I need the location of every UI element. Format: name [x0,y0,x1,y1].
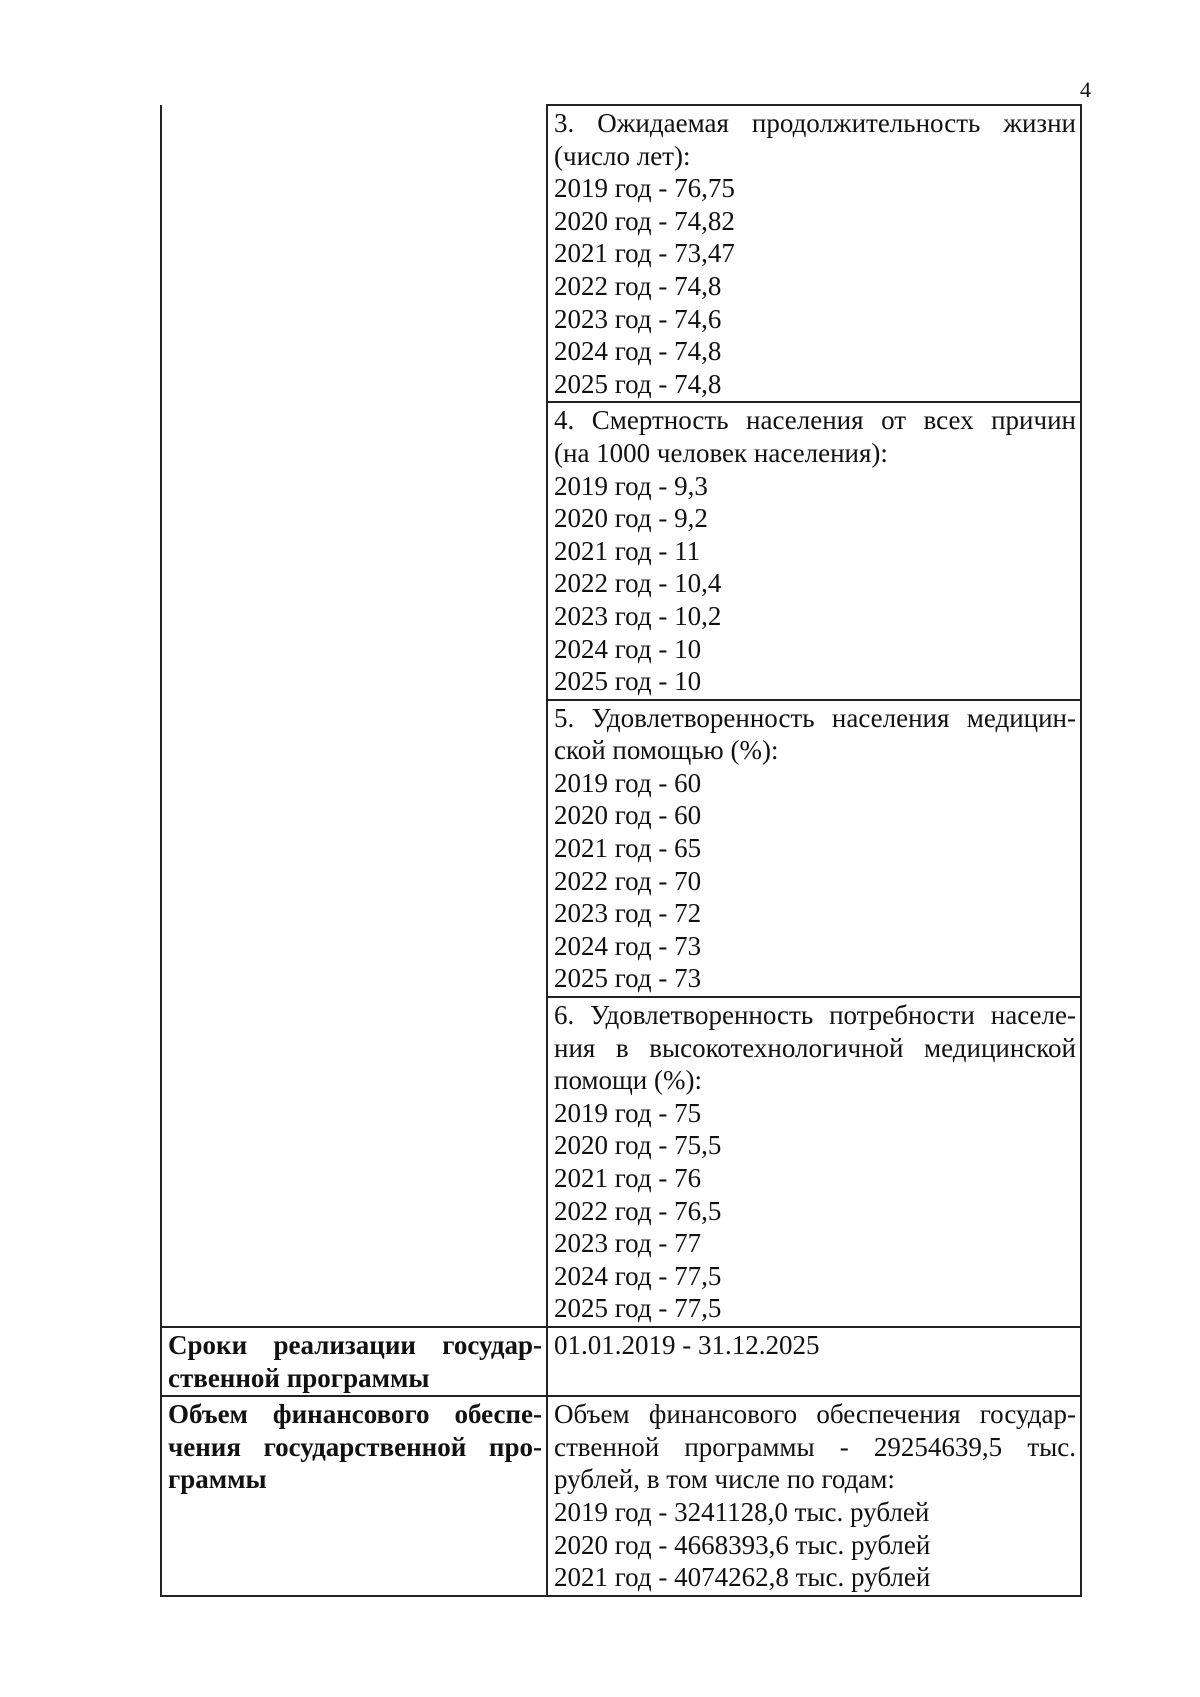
year-value: 2021 год - 65 [554,833,702,864]
period-label-cell [161,1327,547,1396]
period-label: ственной программы [168,1362,430,1393]
table-row [161,1327,1081,1396]
period-label: Сроки реализации государ- [168,1329,542,1360]
table-row [161,1396,1081,1596]
year-value: 2019 год - 9,3 [554,470,708,501]
funding-text: ственной программы - 29254639,5 тыс. [554,1431,1076,1462]
passport-table [160,104,1082,1597]
funding-label: граммы [168,1464,267,1495]
indicator-title: ния в высокотехнологичной медицинской [554,1032,1076,1063]
year-value: 2024 год - 10 [554,633,702,664]
year-value: 2020 год - 74,82 [554,205,735,236]
year-value: 2023 год - 10,2 [554,600,722,631]
indicator-cell-5 [547,700,1081,997]
funding-text: рублей, в том числе по годам: [554,1464,895,1495]
indicator-title-tail: (на 1000 человек населения): [554,437,888,468]
year-value: 2024 год - 73 [554,930,702,961]
year-value: 2022 год - 10,4 [554,568,722,599]
indicator-title: 5. Удовлетворенность населения медицин- [554,702,1076,733]
indicator-title-tail: помощи (%): [554,1065,702,1096]
year-value: 2019 год - 75 [554,1097,702,1128]
funding-year-value: 2021 год - 4074262,8 тыс. рублей [554,1562,931,1593]
funding-year-value: 2019 год - 3241128,0 тыс. рублей [554,1496,930,1527]
indicator-cell-3 [547,105,1081,402]
indicator-cell-4 [547,402,1081,699]
year-value: 2024 год - 77,5 [554,1260,722,1291]
year-value: 2021 год - 76 [554,1163,702,1193]
period-value-cell [547,1327,1081,1396]
year-value: 2020 год - 60 [554,800,702,831]
year-value: 2025 год - 73 [554,963,702,994]
year-value: 2019 год - 60 [554,767,702,798]
page-number: 4 [1080,77,1091,102]
year-value: 2025 год - 74,8 [554,368,722,399]
year-value: 2020 год - 75,5 [554,1130,722,1161]
year-value: 2021 год - 11 [554,535,701,566]
year-value: 2025 год - 10 [554,666,702,697]
year-value: 2023 год - 72 [554,898,702,929]
indicator-title: 3. Ожидаемая продолжительность жизни [554,108,1076,138]
indicator-title: 4. Смертность населения от всех причин [554,405,1076,436]
year-value: 2024 год - 74,8 [554,336,722,367]
funding-label: чения государственной про- [168,1431,542,1462]
indicator-title-tail: ской помощью (%): [554,735,779,766]
year-value: 2023 год - 74,6 [554,303,722,334]
indicator-cell-6 [547,997,1081,1327]
indicator-title-tail: (число лет): [554,140,691,171]
table-row [161,105,1081,402]
period-value: 01.01.2019 - 31.12.2025 [554,1329,820,1360]
indicators-label-cell [161,105,547,1327]
year-value: 2023 год - 77 [554,1228,702,1259]
funding-label: Объем финансового обеспе- [168,1399,542,1430]
year-value: 2022 год - 76,5 [554,1195,722,1226]
funding-text: Объем финансового обеспечения государ- [554,1399,1076,1430]
year-value: 2020 год - 9,2 [554,503,708,534]
funding-year-value: 2020 год - 4668393,6 тыс. рублей [554,1529,931,1560]
year-value: 2019 год - 76,75 [554,173,735,204]
indicator-title: 6. Удовлетворенность потребности населе- [554,1000,1076,1031]
year-value: 2021 год - 73,47 [554,238,735,269]
year-value: 2022 год - 74,8 [554,270,722,301]
year-value: 2022 год - 70 [554,865,702,896]
year-value: 2025 год - 77,5 [554,1293,722,1324]
funding-value-cell [547,1396,1081,1596]
funding-label-cell [161,1396,547,1596]
